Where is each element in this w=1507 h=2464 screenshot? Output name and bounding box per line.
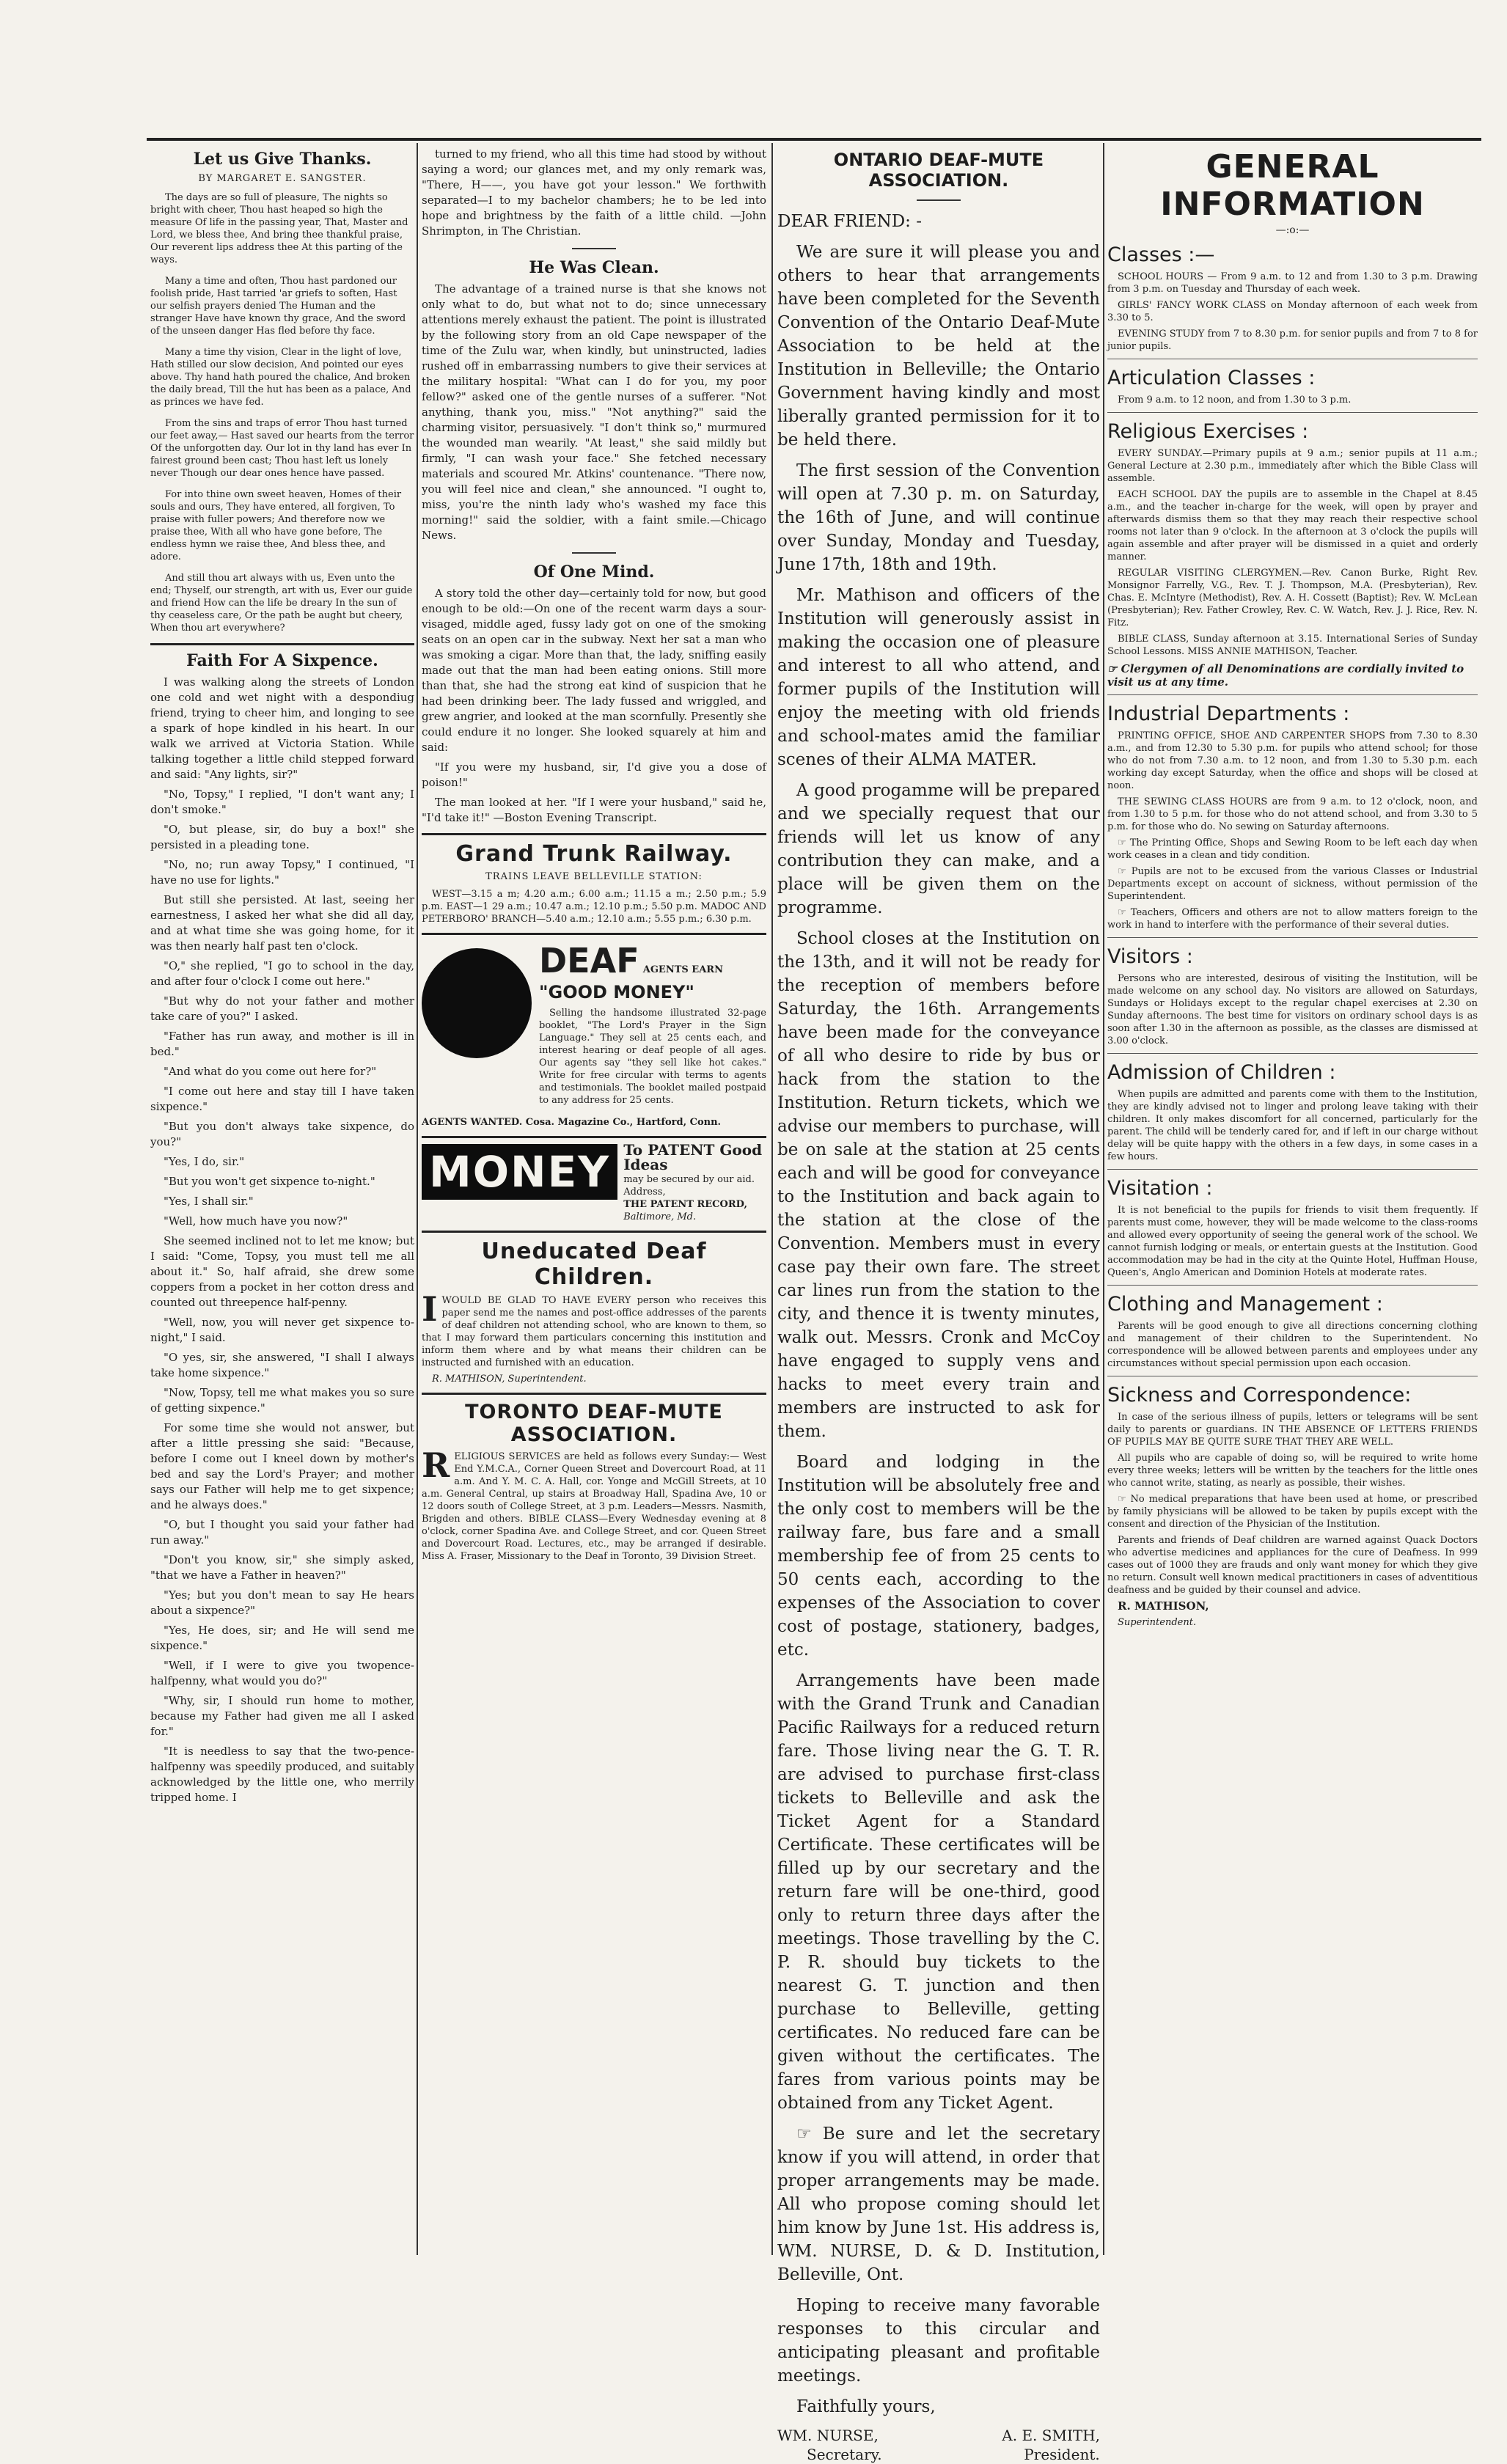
- story-paragraph: "No, Topsy," I replied, "I don't want any; I don't smoke.": [150, 788, 414, 816]
- religious-heading: Religious Exercises :: [1107, 420, 1309, 443]
- religious-item: REGULAR VISITING CLERGYMEN.—Rev. Canon Burke, Right Rev. Monsignor Farrelly, V.G., Rev. T. J. Thompson, M.A. (Presbyterian), Rev. Chas. E. McIntyre (Methodist), Rev. A. H. Cossett (Baptist); Rev. W. McLean (Presbyterian); Rev. Father Crowley, Rev. C. W. Watch, Rev. J. J. Rice, Rev. N. Fitz.: [1107, 568, 1478, 628]
- story-paragraph: "Well, now, you will never get sixpence to-night," I said.: [150, 1316, 414, 1344]
- sickness-item: In case of the serious illness of pupils, letters or telegrams will be sent daily to parents or guardians. IN THE ABSENCE OF LETTERS FRIENDS OF PUPILS MAY BE QUITE SURE THAT THEY ARE WELL.: [1107, 1412, 1478, 1448]
- section-rule: [1107, 412, 1478, 413]
- story-paragraph: "O, but please, sir, do buy a box!" she persisted in a pleading tone.: [150, 823, 414, 851]
- section-rule: [422, 933, 766, 935]
- poem-stanza: Many a time and often, Thou hast pardoned our foolish pride, Hast tarried 'ar griefs to soften, Hast our selfish prayers denied The Human and the stranger Have have known thy grace, And the sword of the unseen danger Has fled before thy face.: [150, 276, 406, 337]
- odma-title: ONTARIO DEAF-MUTE ASSOCIATION.: [833, 150, 1044, 191]
- money-word: MONEY: [422, 1144, 617, 1200]
- visitors-heading: Visitors :: [1107, 945, 1193, 968]
- divider: [572, 248, 616, 249]
- secretary-name: WM. NURSE,: [777, 2427, 879, 2444]
- story-paragraph: "And what do you come out here for?": [164, 1065, 377, 1078]
- visitation-text: It is not beneficial to the pupils for friends to visit them frequently. If parents must come, however, they will be made welcome to the class-rooms and allowed every opportunity of seeing the general work of the school. We cannot furnish lodging or meals, or entertain guests at the Institution. Good accommodation may be had in the city at the Quinte Hotel, Huffman House, Queen's, Anglo American and Dominion Hotels at moderate rates.: [1107, 1205, 1478, 1278]
- section-rule: [422, 833, 766, 835]
- poem-title: Let us Give Thanks.: [193, 150, 372, 169]
- ad-medallion: [422, 948, 532, 1058]
- letter-paragraph: Arrangements have been made with the Grand Trunk and Canadian Pacific Railways for a reduced return fare. Those living near the G. T. R. are advised to purchase first-class tickets to Belleville and ask the Ticket Agent for a Standard Certificate. These certificates will be filled up by our secretary and the return fare will be one-third, good only to return three days after the meetings. Those travelling by the C. P. R. should buy tickets to the nearest G. T. junction and then purchase to Belleville, getting certificates. No reduced fare can be given without the certificates. The fares from various points may be obtained from any Ticket Agent.: [777, 1671, 1100, 2113]
- column-1: [150, 147, 414, 2259]
- admission-text: When pupils are admitted and parents come with them to the Institution, they are kindly advised not to linger and prolong leave taking with their children. It only makes discomfort for all concerned, particularly for the parent. The child will be tenderly cared for, and if left in our charge without delay will be quite happy with the others in a few days, in some cases in a few hours.: [1107, 1089, 1478, 1162]
- trunk-subtitle: TRAINS LEAVE BELLEVILLE STATION:: [485, 871, 703, 882]
- religious-item: EACH SCHOOL DAY the pupils are to assemble in the Chapel at 8.45 a.m., and the teacher in-charge for the week, will open by prayer and afterwards dismiss them so that they may reach their respective school rooms not later than 9 o'clock. In the afternoon at 3 o'clock the pupils will again assemble and after prayer will be dismissed in a quiet and orderly manner.: [1107, 489, 1478, 562]
- sickness-heading: Sickness and Correspondence:: [1107, 1384, 1412, 1407]
- superintendent-role: Superintendent.: [1118, 1617, 1197, 1628]
- title-ornament: —:o:—: [1275, 224, 1310, 236]
- column-rule: [771, 143, 773, 2255]
- column-4: [1107, 147, 1478, 2259]
- section-rule: [1107, 937, 1478, 938]
- story-paragraph: She seemed inclined not to let me know; but I said: "Come, Topsy, you must tell me all about it." So, half afraid, she drew some coppers from a pocket in her cotton dress and counted out threepence half-penny.: [150, 1234, 414, 1309]
- clergy-note: ☞ Clergymen of all Denominations are cordially invited to visit us at any time.: [1107, 662, 1464, 689]
- visitors-text: Persons who are interested, desirous of visiting the Institution, will be made welcome on any school day. No visitors are allowed on Saturdays, Sundays or Holidays except to the regular chapel exercises at 2.30 on Sunday afternoons. The best time for visitors on ordinary school days is as soon after 1.30 in the afternoon as possible, as the classes are dismissed at 3.00 o'clock.: [1107, 973, 1478, 1046]
- poem-stanza: Many a time thy vision, Clear in the light of love, Hath stilled our slow decision, And pointed our eyes above. Thy hand hath poured the chalice, And broken the daily bread, Till the hut has been as a palace, And as princes we have fed.: [150, 347, 411, 408]
- money-line1: To PATENT Good Ideas: [623, 1141, 763, 1173]
- sickness-item: Parents and friends of Deaf children are warned against Quack Doctors who advertise medicines and appliances for the cure of Deafness. In 999 cases out of 1000 they are frauds and only want money for which they give no return. Consult well known medical practitioners in cases of adventitious deafness and be guided by their counsel and advice.: [1107, 1535, 1478, 1596]
- section-rule: [150, 643, 414, 645]
- letter-paragraph: ☞ Be sure and let the secretary know if you will attend, in order that proper arrangements may be made. All who propose coming should let him know by June 1st. His address is, WM. NURSE, D. & D. Institution, Belleville, Ont.: [777, 2124, 1100, 2284]
- column-rule: [1103, 143, 1104, 2255]
- clean-paragraph: The advantage of a trained nurse is that she knows not only what to do, but what not to do; since unnecessary attentions merely exhaust the patient. The point is illustrated by the following story from an old Cape newspaper of the time of the Zulu war, when kindly, but uninstructed, ladies rushed off in embarrassing numbers to give their services at the military hospital: "What can I do for you, my poor fellow?" asked one of the gentle nurses of a sufferer. "Not anything, thank you, miss." "Not anything?" said the charming visitor, persuasively. "I don't think so," murmured the wounded man wearily. "At least," she said mildly but firmly, "I can wash your face." She fetched necessary materials and scoured Mr. Atkins' countenance. "There now, you will feel nice and clean," she announced. "I ought to, miss, you're the ninth lady who's washed my face this morning!" said the soldier, with a faint smile.—Chicago News.: [422, 282, 766, 542]
- signature-president: [1002, 2426, 1100, 2464]
- story-body: [150, 675, 414, 1805]
- poem: [150, 191, 414, 634]
- story-title: Faith For A Sixpence.: [186, 651, 378, 670]
- poem-stanza: And still thou art always with us, Even unto the end; Thyself, our strength, art with us, Ever our guide and friend How can the life be dreary In the sun of thy ceaseless care, Or the path be aught but cheery, When thou art everywhere?: [150, 573, 413, 634]
- column-2: [422, 147, 766, 2259]
- letter-paragraph: We are sure it will please you and others to hear that arrangements have been completed for the Seventh Convention of the Ontario Deaf-Mute Association to be held at the Institution in Belleville; the Ontario Government having kindly and most liberally granted permission for it to be held there.: [777, 243, 1100, 450]
- toronto-body: [422, 1445, 766, 1563]
- story-paragraph: "O," she replied, "I go to school in the day, and after four o'clock I come out here.": [150, 959, 414, 988]
- section-rule: [1107, 1169, 1478, 1170]
- classes-item: EVENING STUDY from 7 to 8.30 p.m. for senior pupils and from 7 to 8 for junior pupils.: [1107, 329, 1478, 352]
- dropcap: R: [422, 1445, 450, 1485]
- agents-earn: AGENTS EARN: [642, 964, 723, 975]
- religious-item: EVERY SUNDAY.—Primary pupils at 9 a.m.; senior pupils at 11 a.m.; General Lecture at 2.30 p.m., immediately after which the Bible Class will assemble.: [1107, 448, 1478, 484]
- section-rule: [1107, 1053, 1478, 1054]
- story-paragraph: "But you don't always take sixpence, do you?": [150, 1120, 414, 1148]
- story-paragraph: I was walking along the streets of London one cold and wet night with a despondiug friend, trying to cheer him, and longing to see a spark of hope kindled in his heart. In our walk we arrived at Victoria Station. While talking together a little child stepped forward and said: "Any lights, sir?": [150, 675, 414, 781]
- poem-stanza: From the sins and traps of error Thou hast turned our feet away,— Hast saved our hearts from the terror Of the unforgotten day. Our lot in thy land has ever In fairest ground been cast; Thou hast left us lonely never Though our dear ones hence have passed.: [150, 418, 414, 479]
- industrial-item: THE SEWING CLASS HOURS are from 9 a.m. to 12 o'clock, noon, and from 1.30 to 5 p.m. for those who do not attend school, and from 3.30 to 5 p.m. for those who do. No sewing on Saturday afternoons.: [1107, 796, 1478, 832]
- sickness-item: All pupils who are capable of doing so, will be required to write home every three weeks; letters will be written by the teachers for the little ones who cannot write, stating, as nearly as possible, their wishes.: [1107, 1453, 1478, 1489]
- story-paragraph: "Yes, I shall sir.": [164, 1195, 254, 1208]
- clothing-heading: Clothing and Management :: [1107, 1293, 1383, 1316]
- money-line4: Baltimore, Md.: [623, 1211, 697, 1222]
- story-paragraph: "O yes, sir, she answered, "I shall I always take home sixpence.": [150, 1351, 414, 1379]
- president-role: President.: [1024, 2446, 1100, 2463]
- column-rule: [417, 143, 418, 2255]
- articulation-heading: Articulation Classes :: [1107, 367, 1316, 389]
- toronto-title: TORONTO DEAF-MUTE ASSOCIATION.: [465, 1401, 723, 1446]
- clothing-text: Parents will be good enough to give all directions concerning clothing and management of their children to the Superintendent. No correspondence will be allowed between parents and employees under any circumstances without special permission upon each occasion.: [1107, 1321, 1478, 1369]
- mind-paragraph: The man looked at her. "If I were your husband," said he, "I'd take it!" —Boston Evening Transcript.: [422, 796, 766, 824]
- religious-item: BIBLE CLASS, Sunday afternoon at 3.15. International Series of Sunday School Lessons. MISS ANNIE MATHISON, Teacher.: [1107, 634, 1478, 657]
- admission-heading: Admission of Children :: [1107, 1061, 1336, 1084]
- closing: Faithfully yours,: [796, 2397, 936, 2416]
- classes-item: GIRLS' FANCY WORK CLASS on Monday afternoon of each week from 3.30 to 5.: [1107, 300, 1478, 323]
- story-paragraph: "Now, Topsy, tell me what makes you so sure of getting sixpence.": [150, 1386, 414, 1415]
- story-paragraph: "Well, if I were to give you twopence-halfpenny, what would you do?": [150, 1659, 414, 1687]
- letter-paragraph: Board and lodging in the Institution will be absolutely free and the only cost to members will be the railway fare, bus fare and a small membership fee of from 25 cents to 50 cents each, according to the expenses of the Association to cover cost of postage, stationery, badges, etc.: [777, 1453, 1100, 1660]
- superintendent-name: R. MATHISON,: [1118, 1599, 1209, 1613]
- story-paragraph: "Well, how much have you now?": [164, 1214, 348, 1228]
- dropcap: I: [422, 1289, 438, 1329]
- section-rule: [422, 1231, 766, 1233]
- trunk-title: Grand Trunk Railway.: [455, 841, 733, 867]
- story-paragraph: "Don't you know, sir," she simply asked, "that we have a Father in heaven?": [150, 1553, 414, 1582]
- story-paragraph: "But why do not your father and mother take care of you?" I asked.: [150, 994, 414, 1023]
- deaf-ad-body: Selling the handsome illustrated 32-page booklet, "The Lord's Prayer in the Sign Language." They sell at 25 cents each, and interest hearing or deaf people of all ages. Our agents say "they sell like hot cakes." Write for free circular with terms to agents and testimonials. The booklet mailed postpaid to any address for 25 cents.: [539, 1008, 766, 1106]
- divider: [572, 552, 616, 554]
- money-ad-text: [623, 1141, 766, 1223]
- sickness-item: ☞ No medical preparations that have been used at home, or prescribed by family physicians will be allowed to be taken by pupils except with the consent and direction of the Physician of the Institution.: [1107, 1494, 1478, 1530]
- section-rule: [1107, 694, 1478, 695]
- letter-paragraph: The first session of the Convention will open at 7.30 p. m. on Saturday, the 16th of June, and will continue over Sunday, Monday and Tuesday, June 17th, 18th and 19th.: [777, 461, 1100, 574]
- column-3: [777, 147, 1100, 2463]
- story-paragraph: "Father has run away, and mother is ill in bed.": [150, 1030, 414, 1058]
- deaf-ad-footer: AGENTS WANTED. Cosa. Magazine Co., Hartford, Conn.: [422, 1117, 722, 1128]
- clean-title: He Was Clean.: [529, 258, 659, 277]
- uneducated-body: [422, 1289, 766, 1369]
- deaf-ad-text: [539, 941, 766, 1110]
- story-paragraph: "But you won't get sixpence to-night.": [164, 1175, 375, 1188]
- letter-paragraph: Hoping to receive many favorable responses to this circular and anticipating pleasant and profitable meetings.: [777, 2296, 1100, 2386]
- story-paragraph: For some time she would not answer, but after a little pressing she said: "Because, before I come out I kneel down by mother's bed and say the Lord's Prayer; and mother says our Father will help me to get sixpence; and he always does.": [150, 1421, 414, 1511]
- money-ad: [422, 1141, 766, 1223]
- industrial-heading: Industrial Departments :: [1107, 703, 1350, 725]
- section-rule: [422, 1393, 766, 1395]
- letter-paragraph: School closes at the Institution on the 13th, and it will not be ready for the reception of members before Saturday, the 16th. Arrangements have been made for the conveyance of all who desire to ride by bus or hack from the station to the Institution. Return tickets, which we advise our members to purchase, will be on sale at the station at 25 cents each and will be good for conveyance to the Institution and back again to the station at the close of the Convention. Members must in every case pay their own fare. The street car lines run from the station to the city, and thence it is twenty minutes, walk out. Messrs. Cronk and McCoy have engaged to supply vens and hacks to meet every train and members are instructed to ask for them.: [777, 929, 1100, 1441]
- deaf-ad: [422, 941, 766, 1110]
- poem-stanza: The days are so full of pleasure, The nights so bright with cheer, Thou hast heaped so high the measure Of life in the passing year, That, Master and Lord, we bless thee, And bring thee thankful praise, Our reverent lips address thee At this parting of the ways.: [150, 192, 408, 265]
- good-money: "GOOD MONEY": [539, 982, 694, 1002]
- mind-paragraph: "If you were my husband, sir, I'd give you a dose of poison!": [422, 760, 766, 789]
- secretary-role: Secretary.: [807, 2446, 882, 2463]
- story-paragraph: "O, but I thought you said your father had run away.": [150, 1518, 414, 1547]
- toronto-text: ELIGIOUS SERVICES are held as follows every Sunday:— West End Y.M.C.A., Corner Queen Street and Dovercourt Road, at 11 a.m. And Y. M. C. A. Hall, cor. Yonge and McGill Streets, at 10 a.m. General Central, up stairs at Broadway Hall, Spadina Ave, 10 or 12 doors south of College Street, at 3 p.m. Leaders—Messrs. Nasmith, Brigden and others. BIBLE CLASS—Every Wednesday evening at 8 o'clock, corner Spadina Ave. and College Street, and cor. Queen Street and Dovercourt Road. Lectures, etc., may be arranged if desirable. Miss A. Fraser, Missionary to the Deaf in Toronto, 39 Division Street.: [422, 1451, 766, 1562]
- mind-title: Of One Mind.: [533, 562, 655, 582]
- signature-secretary: [777, 2426, 882, 2464]
- letter-paragraph: A good progamme will be prepared and we specially request that our friends will let us know of any contribution they can make, and a place will be given them on the programme.: [777, 781, 1100, 917]
- mind-paragraph: A story told the other day—certainly told for now, but good enough to be old:—On one of the recent warm days a sour-visaged, middle aged, fussy lady got on one of the smoking seats on an open car in the subway. Next her sat a man who was smoking a cigar. More than that, the lady, sniffing easily made out that the man had been eating onions. Still more than that, she had the strong eat kind of suspicion that he had been drinking beer. The lady fussed and wriggled, and grew angrier, and looked at the man scornfully. Presently she could endure it no longer. She looked squarely at him and said:: [422, 587, 766, 754]
- uneducated-title: Uneducated Deaf Children.: [481, 1239, 707, 1290]
- story-paragraph: "I come out here and stay till I have taken sixpence.": [150, 1085, 414, 1113]
- poem-byline: BY MARGARET E. SANGSTER.: [198, 173, 367, 184]
- industrial-item: ☞ Pupils are not to be excused from the various Classes or Industrial Departments except on account of sickness, without permission of the Superintendent.: [1107, 866, 1478, 902]
- story-paragraph: "No, no; run away Topsy," I continued, "I have no use for lights.": [150, 858, 414, 887]
- trunk-schedule: WEST—3.15 a m; 4.20 a.m.; 6.00 a.m.; 11.15 a m.; 2.50 p.m.; 5.9 p.m. EAST—1 29 a.m.; 10.47 a.m.; 12.10 p.m.; 5.50 p.m. MADOC AND PETERBORO' BRANCH—5.40 a.m.; 12.10 a.m.; 5.55 p.m.; 6.30 p.m.: [422, 889, 766, 925]
- industrial-item: ☞ Teachers, Officers and others are not to allow matters foreign to the work in hand to interfere with the performance of their several duties.: [1107, 907, 1478, 931]
- story-paragraph: "Yes, I do, sir.": [164, 1155, 245, 1168]
- industrial-item: PRINTING OFFICE, SHOE AND CARPENTER SHOPS from 7.30 to 8.30 a.m., and from 12.30 to 5.30 p.m. for pupils who attend school; for those who do not from 7.30 a.m. to 12 noon, and from 1.30 to 5.30 p.m. each working day except Saturday, when the office and shops will be closed at noon.: [1107, 730, 1478, 791]
- money-line2: may be secured by our aid. Address,: [623, 1174, 755, 1198]
- deaf-word: DEAF: [539, 941, 639, 980]
- poem-stanza: For into thine own sweet heaven, Homes of their souls and ours, They have entered, all forgiven, To praise with fuller powers; And therefore now we praise thee, With all who have gone before, The endless hymn we raise thee, And bless thee, and adore.: [150, 489, 402, 562]
- story-paragraph: "Yes, He does, sir; and He will send me sixpence.": [150, 1624, 414, 1652]
- section-rule: [422, 1136, 766, 1138]
- section-rule: [1107, 1285, 1478, 1286]
- classes-heading: Classes :—: [1107, 243, 1215, 266]
- money-line3: THE PATENT RECORD,: [623, 1199, 747, 1210]
- uneducated-sign: R. MATHISON, Superintendent.: [432, 1374, 587, 1385]
- story-paragraph: But still she persisted. At last, seeing her earnestness, I asked her what she did all day, and at what time she was going home, for it was then nearly half past ten o'clock.: [150, 893, 414, 953]
- salutation: DEAR FRIEND: -: [777, 212, 923, 231]
- story-paragraph: "Why, sir, I should run home to mother, because my Father had given me all I asked for.": [150, 1694, 414, 1738]
- articulation-text: From 9 a.m. to 12 noon, and from 1.30 to 3 p.m.: [1118, 395, 1352, 406]
- general-info-title: GENERAL INFORMATION: [1160, 148, 1425, 223]
- divider: [917, 199, 961, 201]
- story-paragraph: "Yes; but you don't mean to say He hears about a sixpence?": [150, 1588, 414, 1617]
- classes-item: SCHOOL HOURS — From 9 a.m. to 12 and from 1.30 to 3 p.m. Drawing from 3 p.m. on Tuesday and Thursday of each week.: [1107, 271, 1478, 295]
- story-paragraph: "It is needless to say that the two-pence-halfpenny was speedily produced, and suitably acknowledged by the little one, who merrily tripped home. I: [150, 1745, 414, 1804]
- signatures: [777, 2426, 1100, 2464]
- president-name: A. E. SMITH,: [1002, 2427, 1100, 2444]
- uneducated-text: WOULD BE GLAD TO HAVE EVERY person who receives this paper send me the names and post-office addresses of the parents of deaf children not attending school, who are known to them, so that I may forward them particulars concerning this institution and inform them where and by what means their children can be instructed and furnished with an education.: [422, 1295, 766, 1368]
- top-rule: [147, 138, 1481, 141]
- letter-paragraph: Mr. Mathison and officers of the Institution will generously assist in making the occasion one of pleasure and interest to all who attend, and former pupils of the Institution will enjoy the meeting with old friends and school-mates amid the familiar scenes of their ALMA MATER.: [777, 586, 1100, 769]
- industrial-item: ☞ The Printing Office, Shops and Sewing Room to be left each day when work ceases in a clean and tidy condition.: [1107, 837, 1478, 861]
- story-continued: turned to my friend, who all this time had stood by without saying a word; our glances met, and my only remark was, "There, H——, you have got your lesson." We forthwith separated—I to my bachelor chambers; he to be led into hope and brightness by the faith of a little child. —John Shrimpton, in The Christian.: [422, 147, 766, 238]
- visitation-heading: Visitation :: [1107, 1177, 1213, 1200]
